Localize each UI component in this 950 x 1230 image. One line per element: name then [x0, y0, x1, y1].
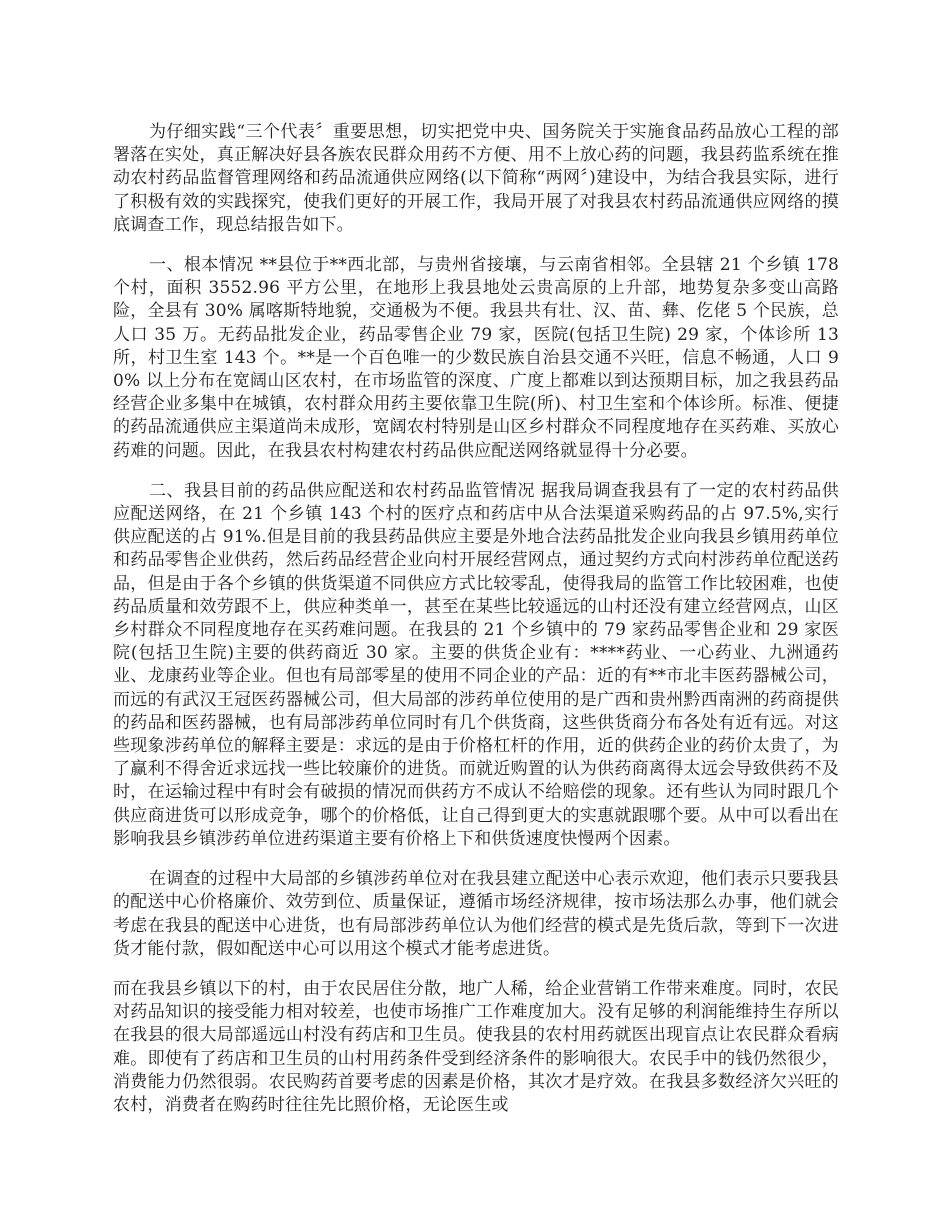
paragraph-supply-status: 二、我县目前的药品供应配送和农村药品监管情况 据我局调查我县有了一定的农村药品供应配送网络，在 21 个乡镇 143 个村的医疗点和药店中从合法渠道采购药品的占 97.5%,实行供应配送的占 91%.但是目前的我县药品供应主要是外地合法药品批发企业向我县乡镇用药单位和药品零售企业供药，然后药品经营企业向村开展经营网点，通过契约方式向村涉药单位配送药品，但是由于各个乡镇的供货渠道不同供应方式比较零乱，使得我局的监管工作比较困难，也使药品质量和效劳跟不上，供应种类单一，甚至在某些比较遥远的山村还没有建立经营网点，山区乡村群众不同程度地存在买药难问题。在我县的 21 个乡镇中的 79 家药品零售企业和 29 家医院(包括卫生院)主要的供药商近 30 家。主要的供货企业有：****药业、一心药业、九洲通药业、龙康药业等企业。但也有局部零星的使用不同企业的产品：近的有**市北丰医药器械公司，而远的有武汉王冠医药器械公司，但大局部的涉药单位使用的是广西和贵州黔西南洲的药商提供的药品和医药器械，也有局部涉药单位同时有几个供货商，这些供货商分布各处有近有远。对这些现象涉药单位的解释主要是：求远的是由于价格杠杆的作用，近的供药企业的药价太贵了，为了赢利不得舍近求远找一些比较廉价的进货。而就近购置的认为供药商离得太远会导致供药不及时，在运输过程中有时会有破损的情况而供药方不成认不给赔偿的现象。还有些认为同时跟几个供应商进货可以形成竞争，哪个的价格低，让自己得到更大的实惠就跟哪个要。从中可以看出在影响我县乡镇涉药单位进药渠道主要有价格上下和供货速度快慢两个因素。: [113, 480, 839, 849]
paragraph-basic-situation: 一、根本情况 **县位于**西北部，与贵州省接壤，与云南省相邻。全县辖 21 个乡镇 178 个村，面积 3552.96 平方公里，在地形上我县地处云贵高原的上升部，地势复杂多变山高路险，全县有 30% 属喀斯特地貌，交通极为不便。我县共有壮、汉、苗、彝、仡佬 5 个民族，总人口 35 万。无药品批发企业，药品零售企业 79 家，医院(包括卫生院) 29 家，个体诊所 13 所，村卫生室 143 个。**是一个百色唯一的少数民族自治县交通不兴旺，信息不畅通，人口 90% 以上分布在宽阔山区农村，在市场监管的深度、广度上都难以到达预期目标，加之我县药品经营企业多集中在城镇，农村群众用药主要依靠卫生院(所)、村卫生室和个体诊所。标准、便捷的药品流通供应主渠道尚未成形，宽阔农村特别是山区乡村群众不同程度地存在买药难、买放心药难的问题。因此，在我县农村构建农村药品供应配送网络就显得十分必要。: [113, 255, 839, 461]
paragraph-intro: 为仔细实践“三个代表〞重要思想，切实把党中央、国务院关于实施食品药品放心工程的部署落在实处，真正解决好县各族农民群众用药不方便、用不上放心药的问题，我县药监系统在推动农村药品监督管理网络和药品流通供应网络(以下简称“两网〞)建设中，为结合我县实际，进行了积极有效的实践探究，使我们更好的开展工作，我局开展了对我县农村药品流通供应网络的摸底调查工作，现总结报告如下。: [113, 122, 839, 235]
paragraph-village-analysis: 而在我县乡镇以下的村，由于农民居住分散，地广人稀，给企业营销工作带来难度。同时，农民对药品知识的接受能力相对较差，也使市场推广工作难度加大。没有足够的利润能维持生存所以在我县的很大局部遥远山村没有药店和卫生员。使我县的农村用药就医出现盲点让农民群众看病难。即使有了药店和卫生员的山村用药条件受到经济条件的影响很大。农民手中的钱仍然很少，消费能力仍然很弱。农民购药首要考虑的因素是价格，其次才是疗效。在我县多数经济欠兴旺的农村，消费者在购药时往往先比照价格，无论医生或: [113, 978, 839, 1115]
document-page: [113, 121, 839, 1134]
paragraph-survey-feedback: 在调查的过程中大局部的乡镇涉药单位对在我县建立配送中心表示欢迎，他们表示只要我县的配送中心价格廉价、效劳到位、质量保证，遵循市场经济规律，按市场法那么办事，他们就会考虑在我县的配送中心进货，也有局部涉药单位认为他们经营的模式是先货后款，等到下一次进货才能付款，假如配送中心可以用这个模式才能考虑进货。: [113, 869, 839, 959]
